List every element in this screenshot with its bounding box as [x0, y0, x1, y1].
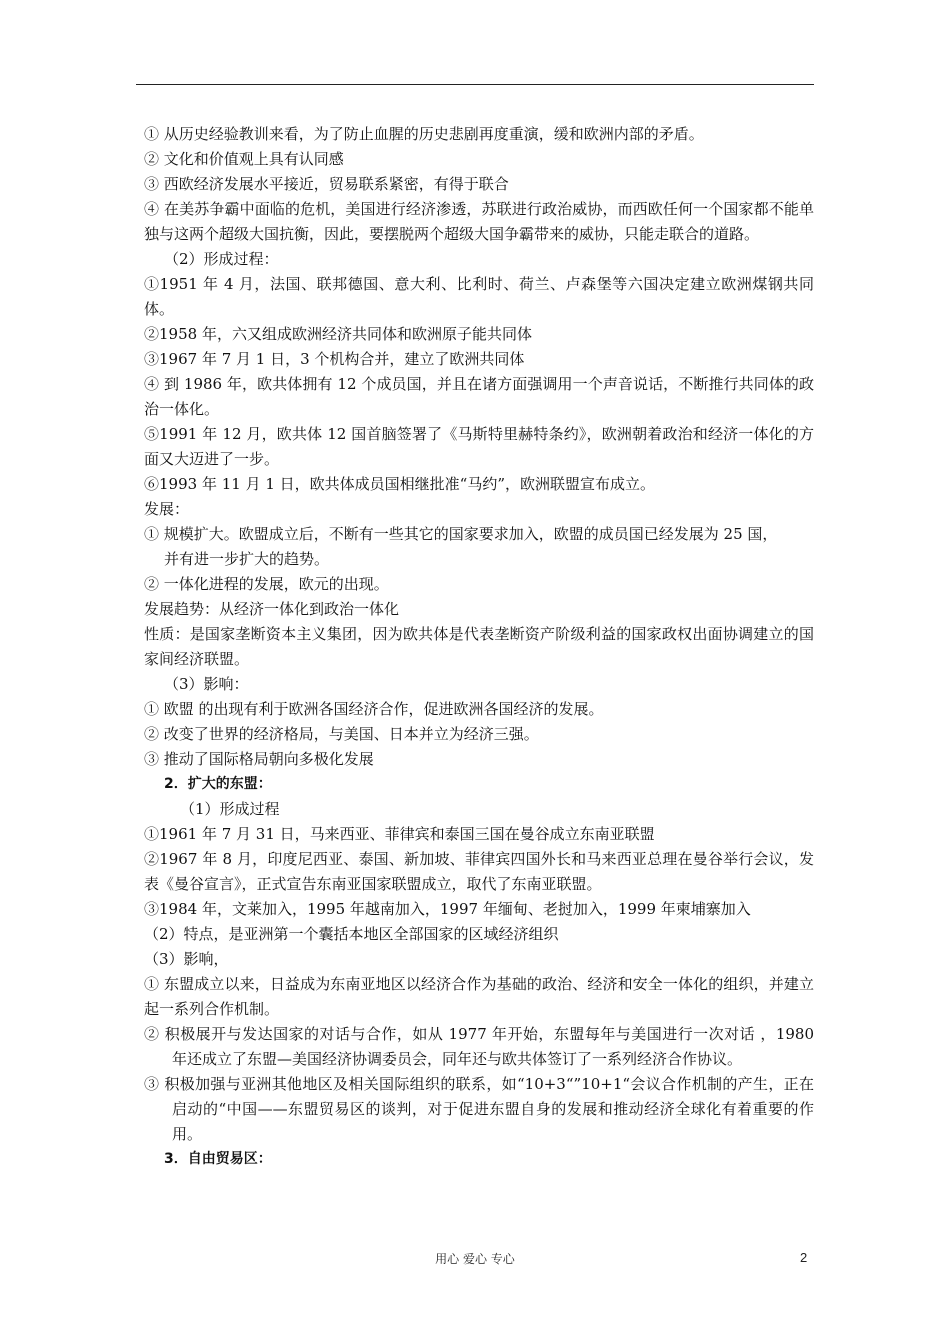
paragraph: ①1951 年 4 月，法国、联邦德国、意大利、比利时、荷兰、卢森堡等六国决定建立欧洲煤钢共同体。	[144, 275, 814, 318]
paragraph: ② 积极展开与发达国家的对话与合作，如从 1977 年开始，东盟每年与美国进行一次对话 ，1980 年还成立了东盟—美国经济协调委员会，同年还与欧共体签订了一系列经济合作协议。	[144, 1025, 814, 1068]
section-heading: （2）形成过程：	[164, 250, 279, 268]
section-heading: （3）影响：	[164, 675, 249, 693]
paragraph: ③1967 年 7 月 1 日，3 个机构合并，建立了欧洲共同体	[144, 350, 525, 368]
page-number: 2	[800, 1250, 808, 1265]
paragraph: ②1958 年，六又组成欧洲经济共同体和欧洲原子能共同体	[144, 325, 532, 343]
paragraph: ② 文化和价值观上具有认同感	[144, 150, 344, 168]
paragraph: ②1967 年 8 月，印度尼西亚、泰国、新加坡、菲律宾四国外长和马来西亚总理在曼谷举行会议，发表《曼谷宣言》，正式宣告东南亚国家联盟成立，取代了东南亚联盟。	[144, 850, 814, 893]
paragraph: ⑤1991 年 12 月，欧共体 12 国首脑签署了《马斯特里赫特条约》，欧洲朝着政治和经济一体化的方面又大迈进了一步。	[144, 425, 814, 468]
paragraph: ② 一体化进程的发展，欧元的出现。	[144, 575, 389, 593]
section-heading: （3）影响，	[144, 950, 229, 968]
paragraph: ① 欧盟 的出现有利于欧洲各国经济合作，促进欧洲各国经济的发展。	[144, 700, 604, 718]
paragraph: ③ 西欧经济发展水平接近，贸易联系紧密，有得于联合	[144, 175, 509, 193]
paragraph: ① 从历史经验教训来看，为了防止血腥的历史悲剧再度重演，缓和欧洲内部的矛盾。	[144, 125, 704, 143]
section-heading: 发展：	[144, 500, 190, 518]
paragraph: ③ 推动了国际格局朝向多极化发展	[144, 750, 374, 768]
paragraph: ② 改变了世界的经济格局，与美国、日本并立为经济三强。	[144, 725, 539, 743]
paragraph: ④ 在美苏争霸中面临的危机，美国进行经济渗透，苏联进行政治威协，而西欧任何一个国家都不能单独与这两个超级大国抗衡，因此，要摆脱两个超级大国争霸带来的威协，只能走联合的道路。	[144, 200, 814, 243]
section-heading: （1）形成过程	[180, 800, 280, 818]
paragraph: ⑥1993 年 11 月 1 日，欧共体成员国相继批准“马约”，欧洲联盟宣布成立。	[144, 475, 655, 493]
paragraph: ③1984 年，文莱加入，1995 年越南加入，1997 年缅甸、老挝加入，1999 年柬埔寨加入	[144, 900, 751, 918]
paragraph: ① 东盟成立以来，日益成为东南亚地区以经济合作为基础的政治、经济和安全一体化的组织，并建立起一系列合作机制。	[144, 975, 814, 1018]
paragraph: ① 规模扩大。欧盟成立后，不断有一些其它的国家要求加入，欧盟的成员国已经发展为 25 国，	[144, 525, 778, 543]
paragraph: 并有进一步扩大的趋势。	[164, 550, 330, 568]
paragraph: 性质：是国家垄断资本主义集团，因为欧共体是代表垄断资产阶级利益的国家政权出面协调建立的国家间经济联盟。	[144, 625, 814, 668]
section-heading: 3．自由贸易区：	[164, 1151, 272, 1167]
footer-text: 用心 爱心 专心	[435, 1252, 515, 1266]
paragraph: ④ 到 1986 年，欧共体拥有 12 个成员国，并且在诸方面强调用一个声音说话，不断推行共同体的政治一体化。	[144, 375, 814, 418]
paragraph: 发展趋势：从经济一体化到政治一体化	[144, 600, 400, 618]
paragraph: （2）特点，是亚洲第一个囊括本地区全部国家的区域经济组织	[144, 925, 559, 943]
document-body	[144, 122, 814, 1172]
paragraph: ①1961 年 7 月 31 日，马来西亚、菲律宾和泰国三国在曼谷成立东南亚联盟	[144, 825, 655, 843]
header-rule	[136, 84, 814, 85]
section-heading: 2．扩大的东盟：	[164, 776, 272, 792]
paragraph: ③ 积极加强与亚洲其他地区及相关国际组织的联系，如“10+3“”10+1“会议合作机制的产生，正在启动的“中国——东盟贸易区的谈判，对于促进东盟自身的发展和推动经济全球化有着重要的作用。	[144, 1075, 814, 1143]
